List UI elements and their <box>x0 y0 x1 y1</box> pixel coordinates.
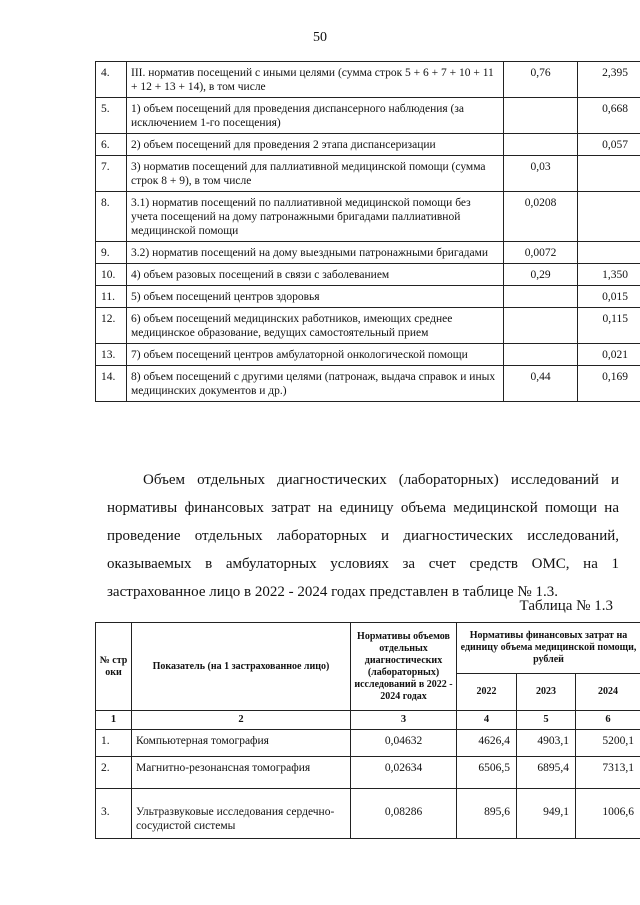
header-row-number: № стр оки <box>96 623 132 711</box>
row-name: 1) объем посещений для проведения диспансерного наблюдения (за исключением 1-го посещения) <box>127 98 504 134</box>
column-number: 3 <box>351 711 457 730</box>
table-row <box>96 344 640 366</box>
column-number: 4 <box>457 711 517 730</box>
row-number: 3. <box>96 789 132 839</box>
table-row <box>96 242 640 264</box>
row-value-1 <box>504 134 578 156</box>
table-row <box>96 98 640 134</box>
diagnostics-table <box>95 622 640 839</box>
table-row <box>96 366 640 402</box>
row-value-1 <box>504 286 578 308</box>
row-number: 13. <box>96 344 127 366</box>
row-name: 6) объем посещений медицинских работников, имеющих среднее медицинское образование, ведущих самостоятельный прием <box>127 308 504 344</box>
row-value-2: 2,395 <box>578 62 640 98</box>
table-row <box>96 192 640 242</box>
row-name: 8) объем посещений с другими целями (патронаж, выдача справок и иных медицинских документов и др.) <box>127 366 504 402</box>
row-cost-2022: 4626,4 <box>457 730 517 757</box>
row-value-2: 0,057 <box>578 134 640 156</box>
row-value-2: 0,021 <box>578 344 640 366</box>
row-volume: 0,04632 <box>351 730 457 757</box>
column-number: 2 <box>132 711 351 730</box>
row-name: 3.2) норматив посещений на дому выездными патронажными бригадами <box>127 242 504 264</box>
row-number: 1. <box>96 730 132 757</box>
table-row <box>96 730 640 757</box>
row-name: Магнитно-резонансная томография <box>132 757 351 789</box>
page-number: 50 <box>313 30 327 45</box>
header-indicator: Показатель (на 1 застрахованное лицо) <box>132 623 351 711</box>
header-year-2024: 2024 <box>576 674 640 711</box>
column-numbers-row <box>96 711 640 730</box>
header-volume-norms: Нормативы объемов отдельных диагностических (лабораторных) исследований в 2022 - 2024 годах <box>351 623 457 711</box>
row-number: 5. <box>96 98 127 134</box>
row-name: 2) объем посещений для проведения 2 этапа диспансеризации <box>127 134 504 156</box>
row-number: 9. <box>96 242 127 264</box>
row-cost-2023: 4903,1 <box>517 730 576 757</box>
row-value-1 <box>504 98 578 134</box>
row-name: 3.1) норматив посещений по паллиативной медицинской помощи без учета посещений на дому патронажными бригадами паллиативной медицинской помощи <box>127 192 504 242</box>
table-row <box>96 757 640 789</box>
header-year-2023: 2023 <box>517 674 576 711</box>
row-value-1: 0,76 <box>504 62 578 98</box>
row-value-2 <box>578 156 640 192</box>
table-row <box>96 62 640 98</box>
row-value-1 <box>504 344 578 366</box>
row-name: 5) объем посещений центров здоровья <box>127 286 504 308</box>
row-number: 12. <box>96 308 127 344</box>
table-row <box>96 134 640 156</box>
column-number: 1 <box>96 711 132 730</box>
header-cost-norms: Нормативы финансовых затрат на единицу объема медицинской помощи, рублей <box>457 623 640 674</box>
header-row <box>96 623 640 674</box>
row-value-1: 0,03 <box>504 156 578 192</box>
row-number: 7. <box>96 156 127 192</box>
table-row <box>96 789 640 839</box>
row-value-1: 0,44 <box>504 366 578 402</box>
row-value-2 <box>578 192 640 242</box>
table-row <box>96 308 640 344</box>
row-value-2: 0,015 <box>578 286 640 308</box>
row-number: 2. <box>96 757 132 789</box>
row-cost-2024: 1006,6 <box>576 789 640 839</box>
row-cost-2023: 949,1 <box>517 789 576 839</box>
row-volume: 0,02634 <box>351 757 457 789</box>
column-number: 6 <box>576 711 640 730</box>
row-volume: 0,08286 <box>351 789 457 839</box>
row-name: Компьютерная томография <box>132 730 351 757</box>
row-value-2: 0,668 <box>578 98 640 134</box>
row-cost-2024: 7313,1 <box>576 757 640 789</box>
visits-norms-table <box>95 61 640 402</box>
row-name: 3) норматив посещений для паллиативной медицинской помощи (сумма строк 8 + 9), в том числе <box>127 156 504 192</box>
row-cost-2023: 6895,4 <box>517 757 576 789</box>
intro-paragraph: Объем отдельных диагностических (лабораторных) исследований и нормативы финансовых затрат на единицу объема медицинской помощи на проведение отдельных лабораторных и диагностических исследований, оказываемых в амбулаторных условиях за счет средств ОМС, на 1 застрахованное лицо в 2022 - 2024 годах представлен в таблице № 1.3. <box>107 472 619 600</box>
row-number: 4. <box>96 62 127 98</box>
row-cost-2022: 895,6 <box>457 789 517 839</box>
row-name: 4) объем разовых посещений в связи с заболеванием <box>127 264 504 286</box>
row-value-1: 0,0072 <box>504 242 578 264</box>
header-year-2022: 2022 <box>457 674 517 711</box>
row-number: 11. <box>96 286 127 308</box>
row-value-2: 0,115 <box>578 308 640 344</box>
column-number: 5 <box>517 711 576 730</box>
row-number: 8. <box>96 192 127 242</box>
row-number: 6. <box>96 134 127 156</box>
table-row <box>96 264 640 286</box>
row-number: 10. <box>96 264 127 286</box>
row-value-1 <box>504 308 578 344</box>
table-caption: Таблица № 1.3 <box>519 598 613 614</box>
row-value-1: 0,0208 <box>504 192 578 242</box>
row-value-2: 1,350 <box>578 264 640 286</box>
row-value-1: 0,29 <box>504 264 578 286</box>
row-number: 14. <box>96 366 127 402</box>
row-name: 7) объем посещений центров амбулаторной онкологической помощи <box>127 344 504 366</box>
row-value-2: 0,169 <box>578 366 640 402</box>
row-cost-2022: 6506,5 <box>457 757 517 789</box>
table-row <box>96 286 640 308</box>
row-name: III. норматив посещений с иными целями (сумма строк 5 + 6 + 7 + 10 + 11 + 12 + 13 + 14), в том числе <box>127 62 504 98</box>
row-name: Ультразвуковые исследования сердечно-сосудистой системы <box>132 789 351 839</box>
row-cost-2024: 5200,1 <box>576 730 640 757</box>
row-value-2 <box>578 242 640 264</box>
table-row <box>96 156 640 192</box>
